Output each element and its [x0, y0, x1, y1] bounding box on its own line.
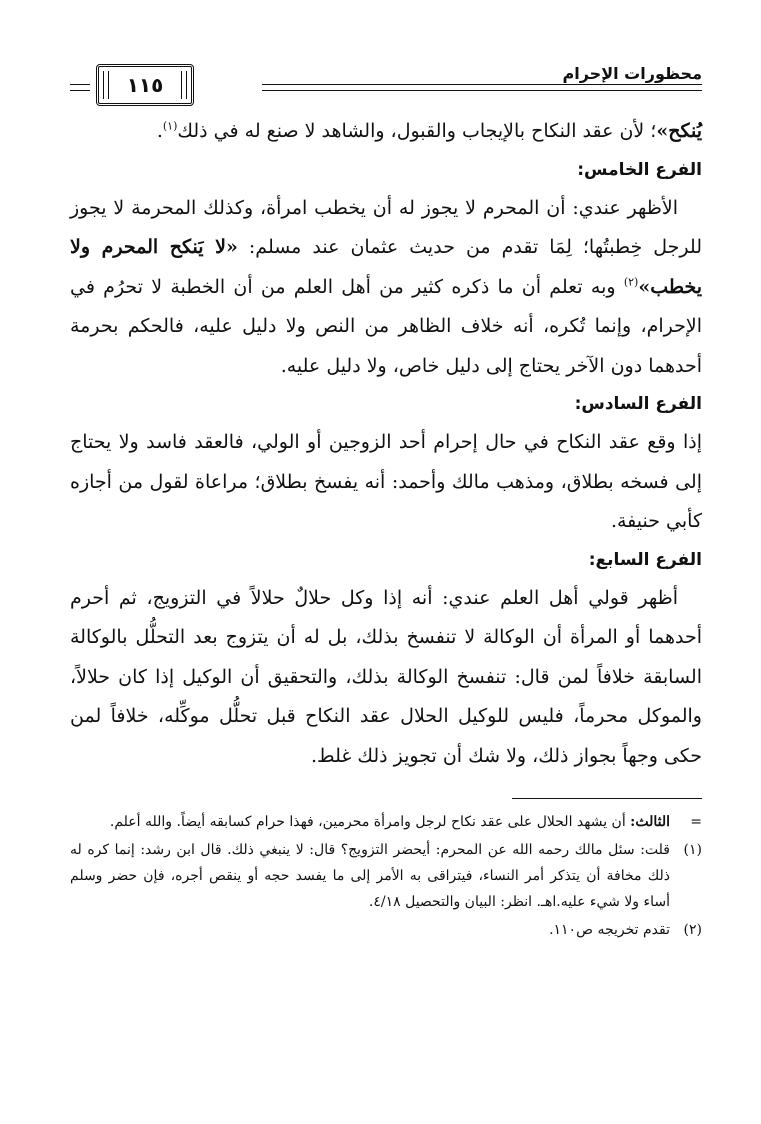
footnote-body: تقدم تخريجه ص١١٠. — [549, 922, 670, 938]
paragraph-4: أظهر قولي أهل العلم عندي: أنه إذا وكل حلالٌ حلالاً في التزويج، ثم أحرم أحدهما أو المرأة أن الوكالة لا تنفسخ بذلك، بل له أن يتزوج بعد التحلُّل بالوكالة السابقة خلافاً لمن قال: تنفسخ الوكالة بذلك، والتحقيق أن الوكيل إذا كان حلالاً، والموكل محرماً، فليس للوكيل الحلال عقد النكاح قبل تحلُّل موكِّله، خلافاً لمن حكى وجهاً بجواز ذلك، ولا شك أن تجويز ذلك غلط. — [70, 586, 702, 767]
paragraph-1 — [70, 112, 702, 152]
header-rule-right — [262, 84, 702, 91]
footnote-mark: (٢) — [683, 922, 702, 938]
footnote-body: قلت: سئل مالك رحمه الله عن المحرم: أيحضر التزويج؟ قال: لا ينبغي ذلك. قال ابن رشد: إنما كره له ذلك مخافة أن يتذكر أمر النساء، فيتراقى به الأمر إلى ما يفسد حجه أو ينقص أجره، فإن حضر وسلم أساء ولا شيء عليه.اهـ. انظر: البيان والتحصيل ٤/١٨. — [70, 842, 670, 910]
footnote-mark: = — [690, 814, 702, 830]
footnote-text — [70, 809, 670, 835]
footnote-continued — [70, 809, 702, 835]
footnote-mark: (١) — [683, 842, 702, 858]
heading-fifth-branch: الفرع الخامس: — [577, 159, 702, 180]
paragraph-1-text: ؛ لأن عقد النكاح بالإيجاب والقبول، والشاهد لا صنع له في ذلك — [177, 120, 657, 142]
main-text — [70, 112, 702, 776]
paragraph-3: إذا وقع عقد النكاح في حال إحرام أحد الزوجين أو الولي، فالعقد فاسد ولا يحتاج إلى فسخه بطلاق، ومذهب مالك وأحمد: أنه يفسخ بطلاق؛ مراعاة لقول من أجازه كأبي حنيفة. — [70, 431, 702, 532]
page-number-text: ١١٥ — [126, 73, 164, 97]
footnote-separator — [512, 798, 702, 799]
hadith-quote: «لا يَنكح المحرم ولا يخطب» — [70, 236, 702, 298]
book-page — [70, 54, 702, 1084]
footnote-label: الثالث: — [630, 814, 670, 830]
paragraph-1-end: . — [156, 120, 163, 142]
paragraph-2-text-b: وبه تعلم أن ما ذكره كثير من أهل العلم من أن الخطبة لا تحرُم في الإحرام، وإنما تُكره، أنه خلاف الظاهر من النص ولا دليل عليه، فالحكم بحرمة أحدهما دون الآخر يحتاج إلى دليل خاص، ولا دليل عليه. — [70, 275, 702, 377]
footnote-2 — [70, 917, 702, 943]
paragraph-2-text-a: الأظهر عندي: أن المحرم لا يجوز له أن يخطب امرأة، وكذلك المحرمة لا يجوز للرجل خِطبتُها؛ لِمَا تقدم من حديث عثمان عند مسلم: — [70, 196, 702, 258]
footnote-ref-1[interactable]: (١) — [162, 119, 178, 133]
paragraph-2 — [70, 189, 702, 387]
page-header — [70, 54, 702, 104]
heading-sixth-branch: الفرع السادس: — [574, 394, 702, 414]
paragraph-1-bold: يُنكح» — [656, 120, 702, 142]
footnotes — [70, 809, 702, 943]
footnote-ref-2[interactable]: (٢) — [623, 275, 639, 289]
header-rule-left — [70, 84, 90, 91]
heading-seventh-branch: الفرع السابع: — [588, 549, 702, 570]
page-number — [96, 64, 194, 106]
footnote-1 — [70, 837, 702, 915]
running-title: محظورات الإحرام — [562, 64, 702, 83]
footnote-body: أن يشهد الحلال على عقد نكاح لرجل وامرأة محرمين، فهذا حرام كسابقه أيضاً. والله أعلم. — [109, 814, 631, 830]
